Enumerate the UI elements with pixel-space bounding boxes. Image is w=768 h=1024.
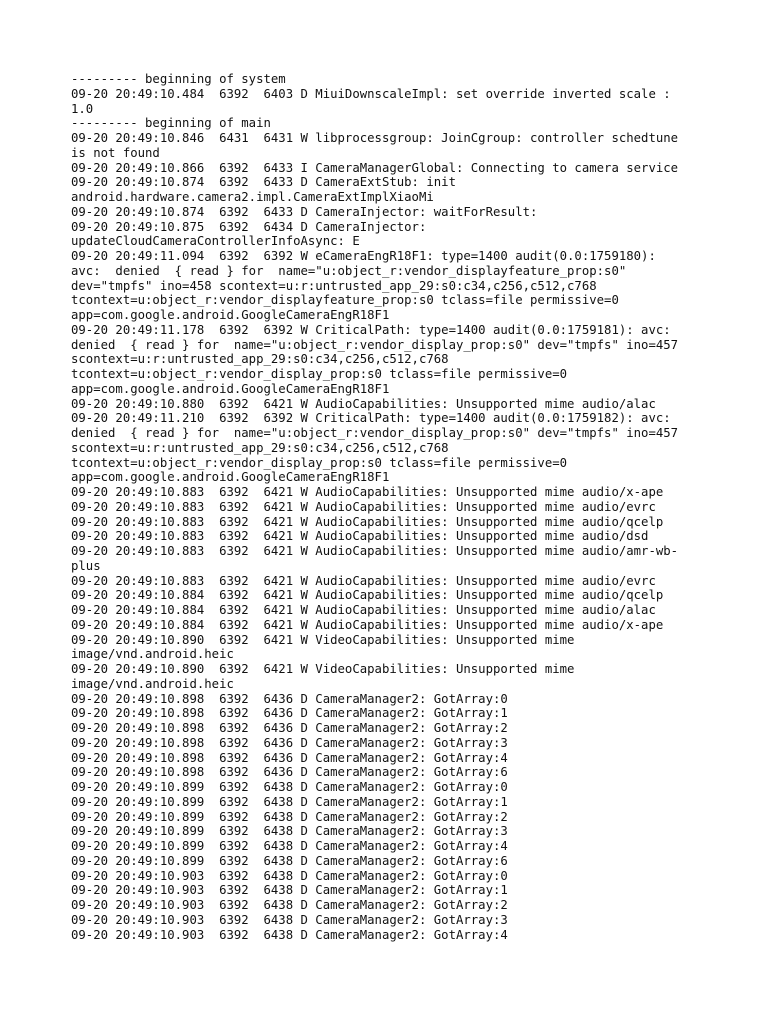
log-line: 09-20 20:49:10.903 6392 6438 D CameraManager2: GotArray:3 — [71, 912, 508, 927]
log-line: app=com.google.android.GoogleCameraEngR18F1 — [71, 381, 390, 396]
log-line: app=com.google.android.GoogleCameraEngR18F1 — [71, 308, 390, 322]
log-line: tcontext=u:object_r:vendor_display_prop:s0 tclass=file permissive=0 — [71, 455, 568, 470]
log-line: updateCloudCameraControllerInfoAsync: E — [71, 234, 360, 249]
log-document — [71, 72, 701, 942]
log-line: 09-20 20:49:10.903 6392 6438 D CameraManager2: GotArray:0 — [71, 868, 508, 883]
log-line: 09-20 20:49:10.890 6392 6421 W VideoCapabilities: Unsupported mime — [71, 632, 575, 647]
log-line: 09-20 20:49:10.884 6392 6421 W AudioCapabilities: Unsupported mime audio/alac — [71, 603, 656, 617]
log-line: --------- beginning of main — [71, 116, 271, 131]
log-line: 09-20 20:49:10.898 6392 6436 D CameraManager2: GotArray:3 — [71, 735, 508, 750]
log-line: 09-20 20:49:10.903 6392 6438 D CameraManager2: GotArray:2 — [71, 898, 508, 912]
log-line: dev="tmpfs" ino=458 scontext=u:r:untrusted_app_29:s0:c34,c256,c512,c768 — [71, 278, 597, 293]
log-line: --------- beginning of system — [71, 72, 286, 86]
log-line: 09-20 20:49:10.883 6392 6421 W AudioCapabilities: Unsupported mime audio/amr-wb- — [71, 544, 679, 558]
log-line: 09-20 20:49:10.846 6431 6431 W libprocessgroup: JoinCgroup: controller schedtune — [71, 131, 679, 145]
log-line: denied { read } for name="u:object_r:vendor_display_prop:s0" dev="tmpfs" ino=457 — [71, 426, 679, 440]
log-line: 09-20 20:49:10.890 6392 6421 W VideoCapabilities: Unsupported mime — [71, 662, 575, 676]
log-line: scontext=u:r:untrusted_app_29:s0:c34,c256,c512,c768 — [71, 440, 449, 455]
log-line: 09-20 20:49:10.899 6392 6438 D CameraManager2: GotArray:1 — [71, 794, 508, 809]
log-line: tcontext=u:object_r:vendor_display_prop:s0 tclass=file permissive=0 — [71, 367, 568, 381]
log-line: 09-20 20:49:10.899 6392 6438 D CameraManager2: GotArray:4 — [71, 839, 508, 853]
log-line: 09-20 20:49:10.880 6392 6421 W AudioCapabilities: Unsupported mime audio/alac — [71, 396, 656, 411]
log-line: 09-20 20:49:11.094 6392 6392 W eCameraEngR18F1: type=1400 audit(0.0:1759180): — [71, 249, 656, 263]
log-line: 09-20 20:49:10.866 6392 6433 I CameraManagerGlobal: Connecting to camera service — [71, 160, 679, 175]
log-line: 09-20 20:49:10.903 6392 6438 D CameraManager2: GotArray:1 — [71, 883, 508, 898]
log-line: 09-20 20:49:11.210 6392 6392 W CriticalPath: type=1400 audit(0.0:1759182): avc: — [71, 411, 671, 426]
log-line: 09-20 20:49:10.884 6392 6421 W AudioCapabilities: Unsupported mime audio/qcelp — [71, 588, 664, 603]
log-line: 09-20 20:49:10.899 6392 6438 D CameraManager2: GotArray:3 — [71, 824, 508, 839]
log-line: 09-20 20:49:10.883 6392 6421 W AudioCapabilities: Unsupported mime audio/evrc — [71, 573, 656, 588]
log-line: 09-20 20:49:10.883 6392 6421 W AudioCapabilities: Unsupported mime audio/dsd — [71, 529, 649, 544]
log-line: 1.0 — [71, 101, 94, 116]
log-line: 09-20 20:49:10.484 6392 6403 D MiuiDownscaleImpl: set override inverted scale : — [71, 86, 671, 101]
log-line: scontext=u:r:untrusted_app_29:s0:c34,c256,c512,c768 — [71, 352, 449, 367]
log-line: 09-20 20:49:10.875 6392 6434 D CameraInjector: — [71, 219, 427, 234]
log-line: is not found — [71, 145, 160, 160]
log-line: plus — [71, 558, 101, 573]
log-line: avc: denied { read } for name="u:object_r:vendor_displayfeature_prop:s0" — [71, 263, 627, 278]
log-line: 09-20 20:49:10.874 6392 6433 D CameraExtStub: init — [71, 175, 456, 190]
log-line: 09-20 20:49:10.898 6392 6436 D CameraManager2: GotArray:4 — [71, 750, 508, 765]
log-line: android.hardware.camera2.impl.CameraExtImplXiaoMi — [71, 190, 434, 204]
log-line: 09-20 20:49:10.898 6392 6436 D CameraManager2: GotArray:6 — [71, 765, 508, 780]
log-line: 09-20 20:49:10.874 6392 6433 D CameraInjector: waitForResult: — [71, 204, 538, 219]
log-line: 09-20 20:49:10.899 6392 6438 D CameraManager2: GotArray:0 — [71, 780, 508, 794]
log-line: image/vnd.android.heic — [71, 647, 234, 662]
log-line: 09-20 20:49:10.883 6392 6421 W AudioCapabilities: Unsupported mime audio/evrc — [71, 499, 656, 514]
log-line: 09-20 20:49:10.903 6392 6438 D CameraManager2: GotArray:4 — [71, 927, 508, 942]
log-line: 09-20 20:49:10.883 6392 6421 W AudioCapabilities: Unsupported mime audio/qcelp — [71, 514, 664, 529]
log-line: 09-20 20:49:10.899 6392 6438 D CameraManager2: GotArray:6 — [71, 853, 508, 868]
log-line: 09-20 20:49:10.883 6392 6421 W AudioCapabilities: Unsupported mime audio/x-ape — [71, 485, 664, 499]
log-line: denied { read } for name="u:object_r:vendor_display_prop:s0" dev="tmpfs" ino=457 — [71, 337, 679, 352]
log-line: 09-20 20:49:10.898 6392 6436 D CameraManager2: GotArray:2 — [71, 721, 508, 735]
log-line: tcontext=u:object_r:vendor_displayfeature_prop:s0 tclass=file permissive=0 — [71, 293, 619, 308]
log-line: 09-20 20:49:11.178 6392 6392 W CriticalPath: type=1400 audit(0.0:1759181): avc: — [71, 322, 671, 337]
log-line: 09-20 20:49:10.898 6392 6436 D CameraManager2: GotArray:1 — [71, 706, 508, 721]
log-line: 09-20 20:49:10.898 6392 6436 D CameraManager2: GotArray:0 — [71, 691, 508, 706]
log-line: 09-20 20:49:10.899 6392 6438 D CameraManager2: GotArray:2 — [71, 809, 508, 824]
log-line: 09-20 20:49:10.884 6392 6421 W AudioCapabilities: Unsupported mime audio/x-ape — [71, 617, 664, 632]
log-line: app=com.google.android.GoogleCameraEngR18F1 — [71, 470, 390, 485]
log-line: image/vnd.android.heic — [71, 676, 234, 691]
